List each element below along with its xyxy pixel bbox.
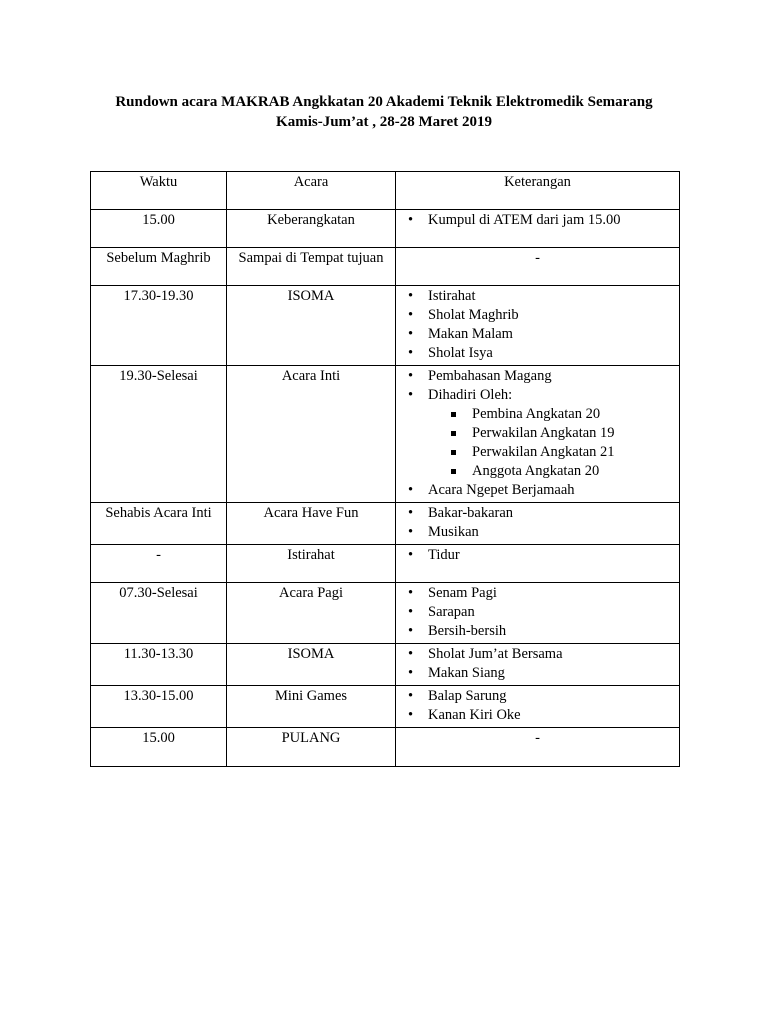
list-item: • Sholat Isya [400,344,675,363]
table-row [91,583,680,644]
acara-cell: Mini Games [227,686,396,728]
column-header-keterangan: Keterangan [396,172,680,210]
list-item: • Makan Siang [400,664,675,683]
table-row [91,210,680,248]
list-item: • Makan Malam [400,325,675,344]
table-row [91,366,680,503]
list-item: • Musikan [400,523,675,542]
sub-list-item: Perwakilan Angkatan 21 [444,443,675,462]
table-row [91,545,680,583]
document-title: Rundown acara MAKRAB Angkkatan 20 Akademi Teknik Elektromedik Semarang [115,94,653,110]
list-item: • Kumpul di ATEM dari jam 15.00 [400,211,675,230]
table-row [91,503,680,545]
keterangan-cell [396,686,680,728]
waktu-cell: 15.00 [91,210,227,248]
list-item: • Istirahat [400,287,675,306]
waktu-cell: 07.30-Selesai [91,583,227,644]
acara-cell: ISOMA [227,286,396,366]
list-item: • Sholat Maghrib [400,306,675,325]
keterangan-cell [396,503,680,545]
keterangan-cell [396,583,680,644]
waktu-cell: Sebelum Maghrib [91,248,227,286]
document-subtitle: Kamis-Jum’at , 28-28 Maret 2019 [276,114,492,130]
list-item: • Sarapan [400,603,675,622]
acara-cell: Acara Pagi [227,583,396,644]
list-item [400,386,675,481]
acara-cell: Istirahat [227,545,396,583]
list-item-label: Dihadiri Oleh: [428,387,513,403]
list-item: • Senam Pagi [400,584,675,603]
table-row [91,644,680,686]
rundown-table [90,171,680,767]
acara-cell: Acara Inti [227,366,396,503]
list-item: • Bakar-bakaran [400,504,675,523]
table-row [91,686,680,728]
keterangan-cell: - [396,728,680,767]
keterangan-cell [396,644,680,686]
waktu-cell: 17.30-19.30 [91,286,227,366]
list-item: • Acara Ngepet Berjamaah [400,481,675,500]
list-item: • Sholat Jum’at Bersama [400,645,675,664]
column-header-acara: Acara [227,172,396,210]
acara-cell: ISOMA [227,644,396,686]
keterangan-cell [396,545,680,583]
acara-cell: Acara Have Fun [227,503,396,545]
waktu-cell: Sehabis Acara Inti [91,503,227,545]
keterangan-cell [396,210,680,248]
table-row [91,248,680,286]
waktu-cell: 13.30-15.00 [91,686,227,728]
sub-list-item: Pembina Angkatan 20 [444,405,675,424]
table-row [91,286,680,366]
waktu-cell: 15.00 [91,728,227,767]
acara-cell: Sampai di Tempat tujuan [227,248,396,286]
list-item: • Tidur [400,546,675,565]
list-item: • Kanan Kiri Oke [400,706,675,725]
acara-cell: Keberangkatan [227,210,396,248]
sub-list-item: Anggota Angkatan 20 [444,462,675,481]
column-header-waktu: Waktu [91,172,227,210]
sub-list-item: Perwakilan Angkatan 19 [444,424,675,443]
keterangan-cell: - [396,248,680,286]
table-row [91,728,680,767]
sub-list [428,405,675,481]
list-item: • Pembahasan Magang [400,367,675,386]
keterangan-cell [396,286,680,366]
table-header-row [91,172,680,210]
list-item: • Bersih-bersih [400,622,675,641]
waktu-cell: 11.30-13.30 [91,644,227,686]
list-item: • Balap Sarung [400,687,675,706]
waktu-cell: 19.30-Selesai [91,366,227,503]
keterangan-cell [396,366,680,503]
acara-cell: PULANG [227,728,396,767]
waktu-cell: - [91,545,227,583]
